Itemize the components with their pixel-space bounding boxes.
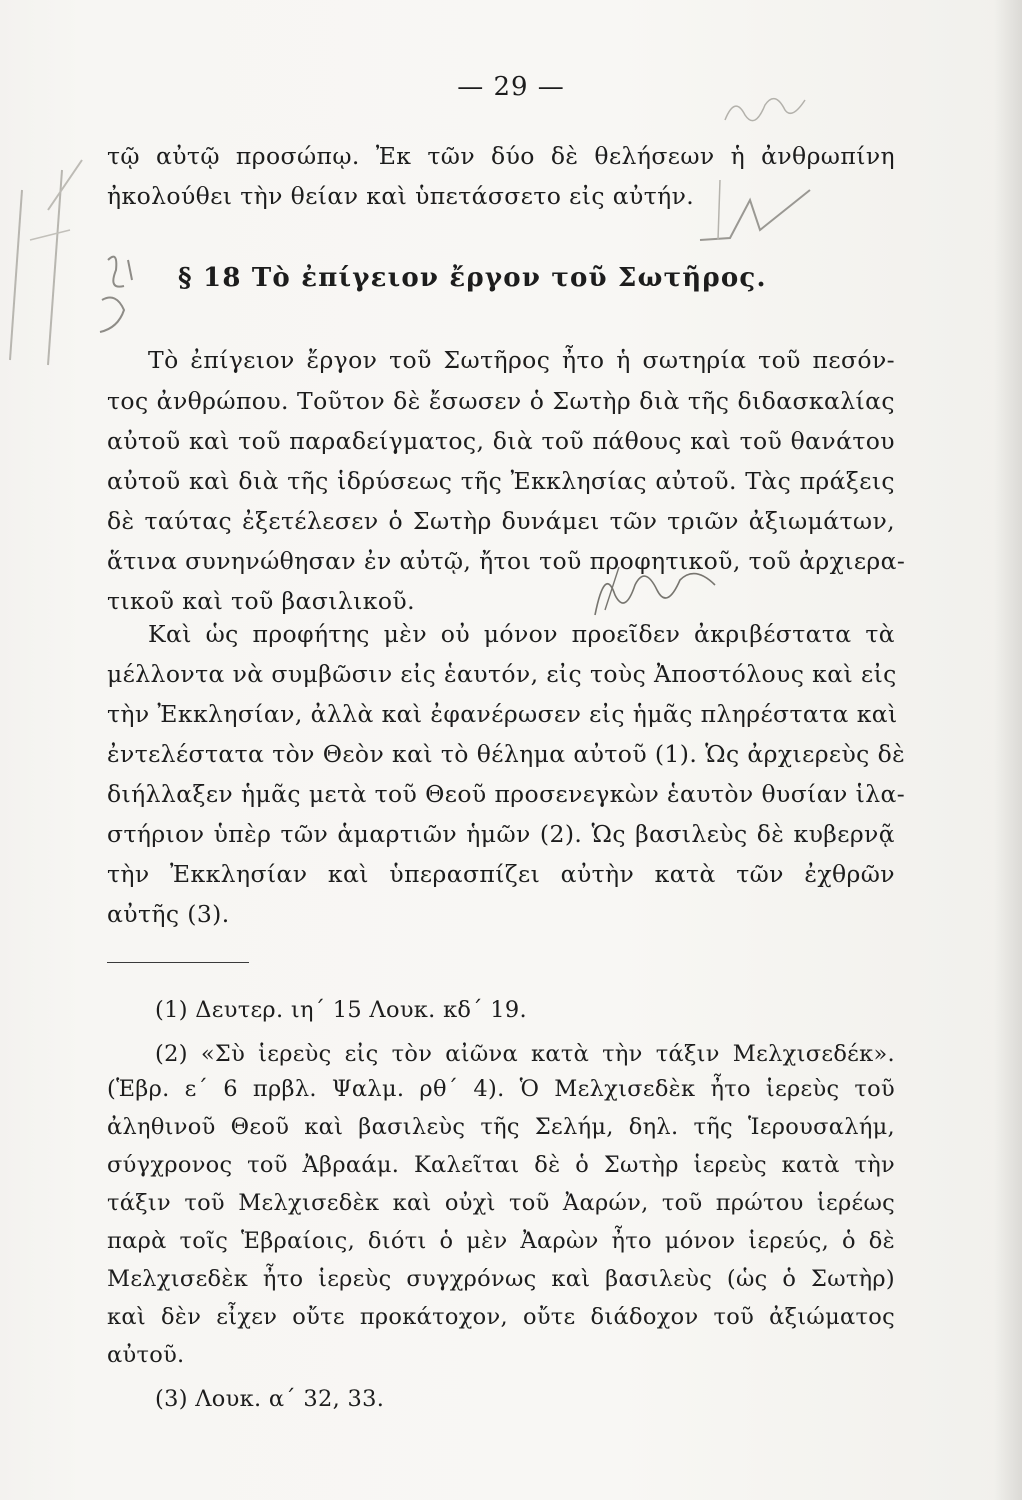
text-line: ἅτινα συνηνώθησαν ἐν αὐτῷ, ἤτοι τοῦ προφητικοῦ, τοῦ ἀρχιερα- <box>107 547 906 575</box>
text-line: διήλλαξεν ἡμᾶς μετὰ τοῦ Θεοῦ προσενεγκὼν ἑαυτὸν θυσίαν ἱλα- <box>107 780 906 808</box>
text-line: τῷ αὐτῷ προσώπῳ. Ἐκ τῶν δύο δὲ θελήσεων ἡ ἀνθρωπίνη <box>107 142 895 170</box>
text-line: Τὸ ἐπίγειον ἔργον τοῦ Σωτῆρος ἦτο ἡ σωτηρία τοῦ πεσόν- <box>148 346 895 374</box>
page-edge-shadow <box>994 0 1022 1500</box>
footnote-line: ἀληθινοῦ Θεοῦ καὶ βασιλεὺς τῆς Σελήμ, δηλ. τῆς Ἱερουσαλήμ, <box>107 1114 895 1140</box>
footnote-line: Μελχισεδὲκ ἦτο ἱερεὺς συγχρόνως καὶ βασιλεὺς (ὡς ὁ Σωτὴρ) <box>107 1266 895 1292</box>
text-line: ἠκολούθει τὴν θείαν καὶ ὑπετάσσετο εἰς αὐτήν. <box>107 182 695 210</box>
text-line: τὴν Ἐκκλησίαν, ἀλλὰ καὶ ἐφανέρωσεν εἰς ἡμᾶς πληρέστατα καὶ <box>107 700 898 728</box>
footnote-line: καὶ δὲν εἶχεν οὔτε προκάτοχον, οὔτε διάδοχον τοῦ ἀξιώματος <box>107 1304 895 1330</box>
footnote-rule <box>107 962 249 963</box>
footnote-line: τάξιν τοῦ Μελχισεδὲκ καὶ οὐχὶ τοῦ Ἀαρών, τοῦ πρώτου ἱερέως <box>107 1190 895 1216</box>
text-line: στήριον ὑπὲρ τῶν ἁμαρτιῶν ἡμῶν (2). Ὡς βασιλεὺς δὲ κυβερνᾷ <box>107 820 895 848</box>
footnote-line: (3) Λουκ. α΄ 32, 33. <box>155 1386 385 1412</box>
page-number: — 29 — <box>457 72 565 102</box>
text-line: αὐτοῦ καὶ διὰ τῆς ἱδρύσεως τῆς Ἐκκλησίας αὐτοῦ. Τὰς πράξεις <box>107 467 895 495</box>
text-line: Καὶ ὡς προφήτης μὲν οὐ μόνον προεῖδεν ἀκριβέστατα τὰ <box>148 620 895 648</box>
footnote-line: (2) «Σὺ ἱερεὺς εἰς τὸν αἰῶνα κατὰ τὴν τάξιν Μελχισεδέκ». <box>155 1041 895 1067</box>
pencil-margin-number <box>88 240 158 350</box>
text-line: αὐτῆς (3). <box>107 900 230 928</box>
footnote-line: παρὰ τοῖς Ἑβραίοις, διότι ὁ μὲν Ἀαρὼν ἦτο μόνον ἱερεύς, ὁ δὲ <box>107 1228 895 1254</box>
text-line: τὴν Ἐκκλησίαν καὶ ὑπερασπίζει αὐτὴν κατὰ τῶν ἐχθρῶν <box>107 860 895 888</box>
footnote-line: (1) Δευτερ. ιη΄ 15 Λουκ. κδ΄ 19. <box>155 997 527 1023</box>
text-line: ἐντελέστατα τὸν Θεὸν καὶ τὸ θέλημα αὐτοῦ (1). Ὡς ἀρχιερεὺς δὲ <box>107 740 906 768</box>
footnote-line: σύγχρονος τοῦ Ἀβραάμ. Καλεῖται δὲ ὁ Σωτὴρ ἱερεὺς κατὰ τὴν <box>107 1152 895 1178</box>
text-line: τικοῦ καὶ τοῦ βασιλικοῦ. <box>107 587 415 615</box>
footnote-line: (Ἑβρ. ε΄ 6 πρβλ. Ψαλμ. ρθ΄ 4). Ὁ Μελχισεδὲκ ἦτο ἱερεὺς τοῦ <box>107 1076 895 1102</box>
pencil-margin-mark <box>0 150 120 370</box>
text-line: μέλλοντα νὰ συμβῶσιν εἰς ἑαυτόν, εἰς τοὺς Ἀποστόλους καὶ εἰς <box>107 660 897 688</box>
section-heading: § 18 Τὸ ἐπίγειον ἔργον τοῦ Σωτῆρος. <box>178 263 767 293</box>
footnote-line: αὐτοῦ. <box>107 1342 185 1368</box>
text-line: τος ἀνθρώπου. Τοῦτον δὲ ἔσωσεν ὁ Σωτὴρ διὰ τῆς διδασκαλίας <box>107 387 895 415</box>
text-line: αὐτοῦ καὶ τοῦ παραδείγματος, διὰ τοῦ πάθους καὶ τοῦ θανάτου <box>107 427 895 455</box>
text-line: δὲ ταύτας ἐξετέλεσεν ὁ Σωτὴρ δυνάμει τῶν τριῶν ἀξιωμάτων, <box>107 507 895 535</box>
